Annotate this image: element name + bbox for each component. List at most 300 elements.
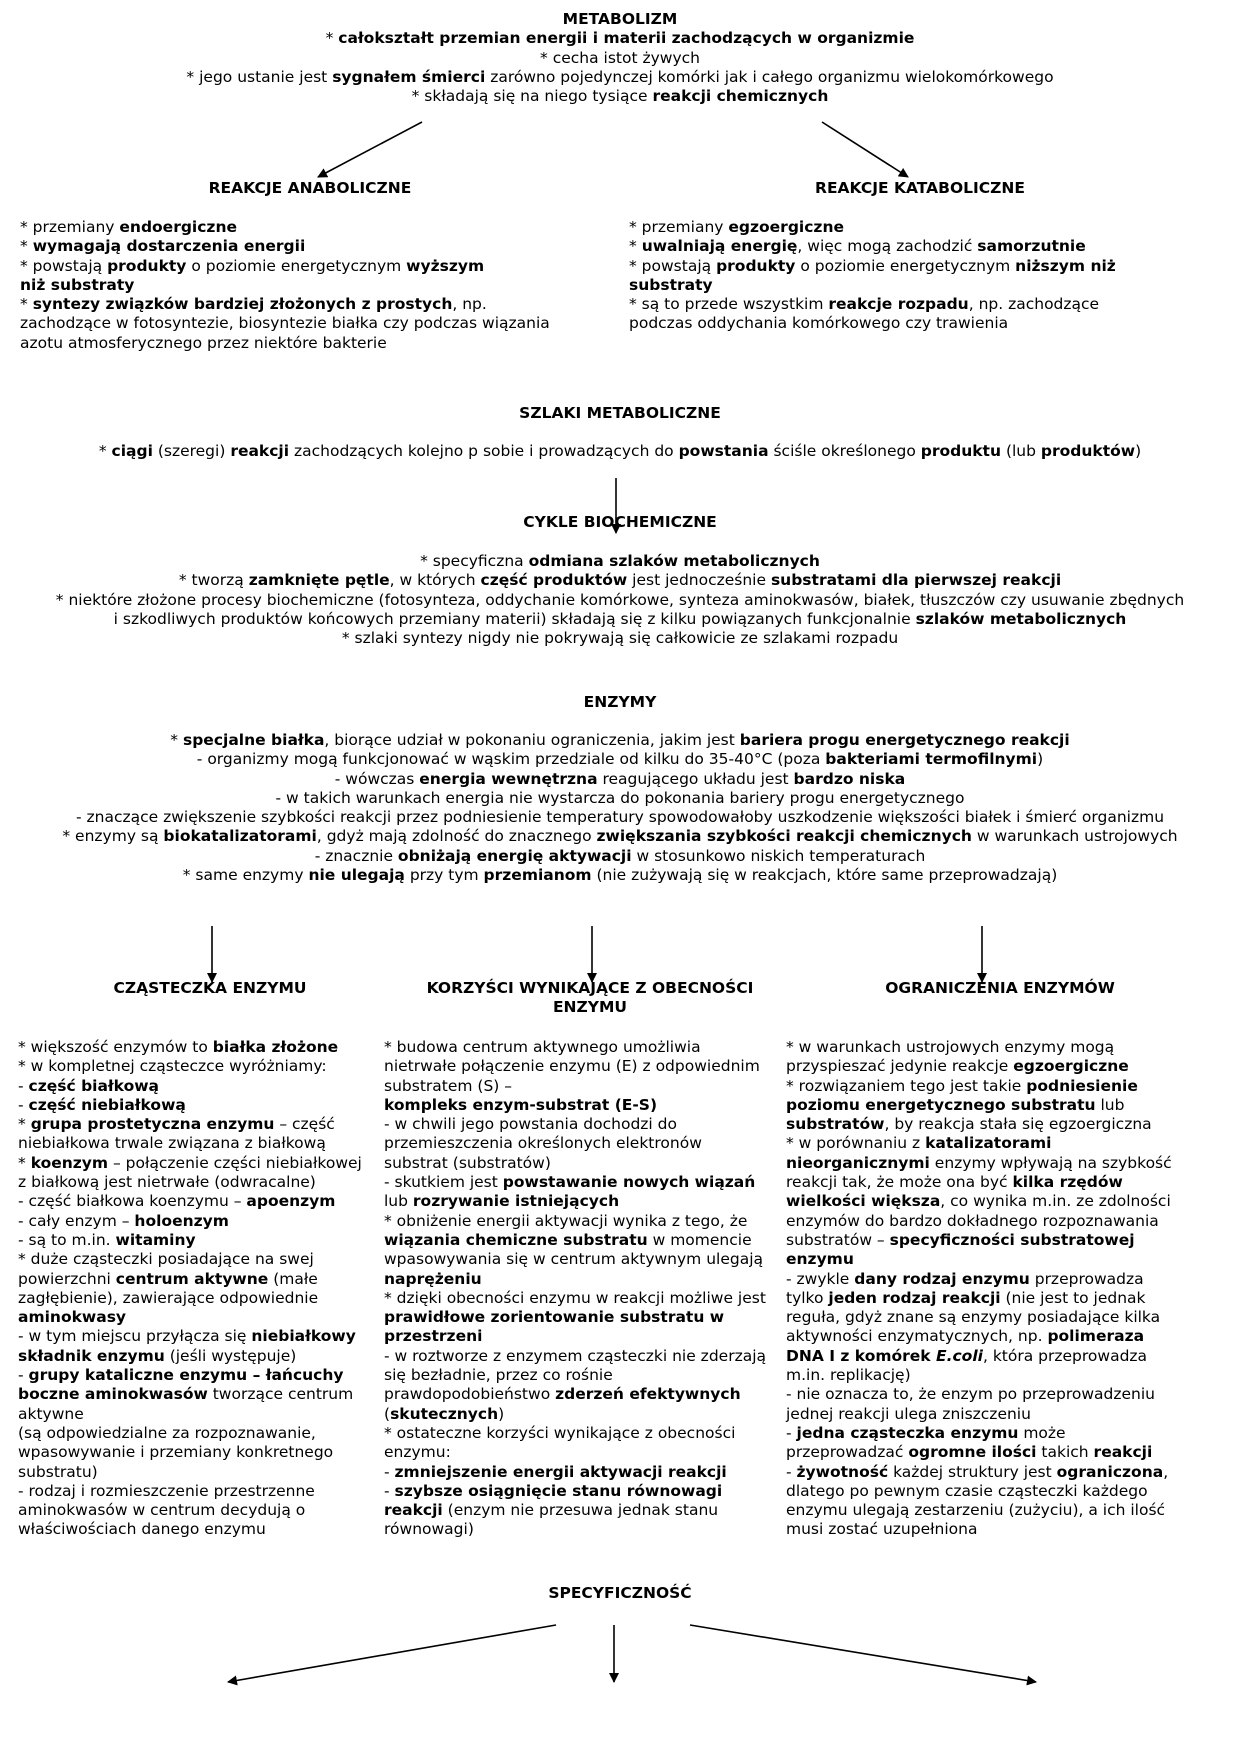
text-run: aktywności enzymatycznych, np. [786, 1327, 1048, 1346]
text-run: ) [1135, 442, 1142, 460]
korzysci-title [380, 979, 800, 1018]
text-line [18, 1463, 362, 1482]
text-run: (enzym nie przesuwa jednak stanu [442, 1501, 719, 1520]
metabolizm-lines [0, 29, 1240, 106]
bold-text: rozrywanie istniejących [412, 1192, 620, 1211]
text-line [384, 1250, 766, 1269]
text-run: , więc mogą zachodzić [797, 237, 978, 256]
bold-text: enzymu [786, 1250, 854, 1269]
korzysci-lines [384, 1038, 766, 1540]
bold-text: polimeraza [1047, 1327, 1145, 1346]
text-run: równowagi) [384, 1520, 474, 1539]
bold-text: prawidłowe zorientowanie substratu w [384, 1308, 725, 1327]
text-line [0, 789, 1240, 808]
text-run: dlatego po pewnym czasie cząsteczki każdego [786, 1481, 1148, 1500]
bold-text: reakcji [230, 442, 290, 460]
kataboliczne-lines [629, 218, 1116, 334]
text-line [18, 1424, 362, 1443]
text-line [786, 1173, 1172, 1192]
bold-text: niebiałkowy [251, 1327, 356, 1346]
text-line [384, 1270, 766, 1289]
bold-text: część białkową [28, 1076, 160, 1095]
text-run: * obniżenie energii aktywacji wynika z tego, że [384, 1211, 748, 1230]
bold-text: specyficzności substratowej [889, 1230, 1135, 1249]
text-run: o poziomie energetycznym [186, 256, 407, 275]
text-line [384, 1308, 766, 1327]
text-run: – połączenie części niebiałkowej [108, 1153, 362, 1172]
text-run: reagującego układu jest [597, 769, 794, 788]
bold-text: naprężeniu [384, 1269, 482, 1288]
cykle-lines [0, 552, 1240, 648]
text-run: enzymu ulegają zestarzeniu (zużyciu), a ich ilość [786, 1501, 1166, 1520]
text-line [786, 1520, 1172, 1539]
text-run: tylko [786, 1288, 829, 1307]
text-line [786, 1057, 1172, 1076]
text-line [18, 1327, 362, 1346]
bold-text: nieorganicznymi [786, 1153, 930, 1172]
bold-text: reakcji [384, 1501, 443, 1520]
text-run: - w takich warunkach energia nie wystarcza do pokonania bariery progu energetycznego [275, 788, 965, 807]
text-line [18, 1192, 362, 1211]
bold-text: biokatalizatorami [163, 827, 317, 846]
bold-text: powstania [678, 442, 769, 460]
text-run: w stosunkowo niskich temperaturach [631, 846, 926, 865]
text-line [0, 552, 1240, 571]
text-line [384, 1077, 766, 1096]
text-line [0, 827, 1240, 846]
text-line [786, 1096, 1172, 1115]
text-run: - w tym miejscu przyłącza się [18, 1327, 252, 1346]
text-line [384, 1212, 766, 1231]
czasteczka-title: CZĄSTECZKA ENZYMU [113, 979, 307, 997]
bold-text: DNA I z komórek [786, 1346, 937, 1365]
text-run: (szeregi) [152, 442, 231, 460]
text-run: * ostateczne korzyści wynikające z obecności [384, 1423, 736, 1442]
bold-text: zderzeń efektywnych [555, 1385, 741, 1404]
text-run: * [325, 29, 339, 48]
text-run: ( [384, 1404, 391, 1423]
text-line [18, 1231, 362, 1250]
text-line [18, 1038, 362, 1057]
text-line [0, 68, 1240, 87]
text-line [786, 1077, 1172, 1096]
text-run: * w kompletnej cząsteczce wyróżniamy: [18, 1057, 327, 1076]
bold-text: sygnałem śmierci [332, 67, 486, 86]
text-run: - w roztworze z enzymem cząsteczki nie zderzają [384, 1346, 767, 1365]
text-run: - cały enzym – [18, 1211, 135, 1230]
text-line [0, 571, 1240, 590]
text-run: reakcji tak, że może ona być [786, 1173, 1013, 1192]
text-line [629, 257, 1116, 276]
text-line [786, 1482, 1172, 1501]
bold-text: zamknięte pętle [248, 571, 390, 590]
text-line [786, 1212, 1172, 1231]
czasteczka-lines [18, 1038, 362, 1540]
text-line [18, 1270, 362, 1289]
kataboliczne-title: REAKCJE KATABOLICZNE [815, 179, 1025, 197]
text-line [786, 1289, 1172, 1308]
text-line [786, 1134, 1172, 1153]
bold-text: grupa prostetyczna enzymu [30, 1115, 275, 1134]
text-run: - [384, 1481, 395, 1500]
text-run: - [786, 1423, 797, 1442]
text-run: * składają się na niego tysiące [411, 87, 653, 106]
text-run: zachodzące w fotosyntezie, biosyntezie białka czy podczas wiązania [20, 314, 550, 333]
text-run: lub [384, 1192, 413, 1211]
szlaki-title: SZLAKI METABOLICZNE [519, 404, 721, 422]
text-line [786, 1250, 1172, 1269]
bold-text: nie ulegają [308, 866, 405, 885]
text-run: ) [498, 1404, 505, 1423]
arrow-to-anaboliczne [318, 122, 422, 177]
metabolizm-section [0, 10, 1240, 106]
text-run: * powstają [20, 256, 108, 275]
text-run: * enzymy są [62, 827, 164, 846]
text-run: jest jednocześnie [627, 571, 771, 590]
text-run: aktywne [18, 1404, 84, 1423]
specyficznosc-title: SPECYFICZNOŚĆ [548, 1584, 692, 1602]
text-run: - część białkowa koenzymu – [18, 1192, 247, 1211]
text-run: * [20, 237, 33, 256]
text-run: o poziomie energetycznym [795, 256, 1016, 275]
bold-text: aminokwasy [18, 1308, 127, 1327]
anaboliczne-lines [20, 218, 550, 353]
text-run: enzymów do bardzo dokładnego rozpoznawania [786, 1211, 1159, 1230]
bold-text: białka złożone [212, 1038, 339, 1056]
bold-text: wielkości większa [786, 1192, 941, 1211]
text-run: przy tym [404, 866, 484, 885]
text-run: enzymu: [384, 1443, 451, 1462]
text-run: - [18, 1366, 29, 1385]
text-run: – część [274, 1115, 335, 1134]
bold-text: szlaków metabolicznych [915, 609, 1127, 628]
bold-text: apoenzym [246, 1192, 336, 1211]
text-run: i szkodliwych produktów końcowych przemiany materii) składają się z kilku powiązanych funkcjonalnie [113, 609, 916, 628]
text-run: * jego ustanie jest [186, 67, 333, 86]
text-run: * [629, 237, 642, 256]
text-run: - organizmy mogą funkcjonować w wąskim przedziale od kilku do 35-40°C (poza [196, 750, 826, 769]
text-run: - w chwili jego powstania dochodzi do [384, 1115, 677, 1134]
bold-text: jeden rodzaj reakcji [828, 1288, 1001, 1307]
bold-text: szybsze osiągnięcie stanu równowagi [394, 1481, 723, 1500]
text-line [0, 610, 1240, 629]
text-run: - rodzaj i rozmieszczenie przestrzenne [18, 1481, 315, 1500]
text-run: * większość enzymów to [18, 1038, 213, 1056]
text-run: z białkową jest nietrwałe (odwracalne) [18, 1173, 316, 1192]
bold-text: koenzym [30, 1153, 109, 1172]
bold-text: reakcje rozpadu [828, 295, 969, 314]
bold-text: egzoergiczne [728, 218, 844, 236]
text-run: * są to przede wszystkim [629, 295, 829, 314]
text-run: enzymy wpływają na szybkość [929, 1153, 1172, 1172]
text-run: - znacznie [314, 846, 398, 865]
text-run: może [1018, 1423, 1066, 1442]
ograniczenia-title: OGRANICZENIA ENZYMÓW [885, 979, 1115, 997]
bold-text: część niebiałkową [28, 1095, 186, 1114]
text-run: (lub [1001, 442, 1041, 460]
text-run: * w warunkach ustrojowych enzymy mogą [786, 1038, 1115, 1056]
text-line [18, 1308, 362, 1327]
text-line [629, 276, 1116, 295]
text-run: * [20, 295, 33, 314]
text-run: - zwykle [786, 1269, 855, 1288]
text-line [384, 1057, 766, 1076]
text-line [384, 1424, 766, 1443]
text-run: wpasowywania się w centrum aktywnym ulegają [384, 1250, 764, 1269]
text-line [0, 808, 1240, 827]
text-line [0, 87, 1240, 106]
enzymy-title: ENZYMY [583, 693, 657, 711]
text-run: , np. zachodzące [968, 295, 1100, 314]
text-line [786, 1270, 1172, 1289]
text-line [384, 1501, 766, 1520]
text-line [384, 1154, 766, 1173]
text-line [786, 1115, 1172, 1134]
bold-text: skutecznych [390, 1404, 499, 1423]
text-run: - nie oznacza to, że enzym po przeprowadzeniu [786, 1385, 1155, 1404]
text-line [384, 1096, 766, 1115]
text-line [0, 29, 1240, 48]
text-run: azotu atmosferycznego przez niektóre bakterie [20, 333, 387, 352]
text-run: - wówczas [334, 769, 420, 788]
bold-text: zmniejszenie energii aktywacji reakcji [394, 1462, 727, 1481]
bold-text: przestrzeni [384, 1327, 483, 1346]
text-line [20, 257, 550, 276]
text-run: , np. [452, 295, 487, 314]
text-run: lub [1095, 1095, 1125, 1114]
text-run: * niektóre złożone procesy biochemiczne (fotosynteza, oddychanie komórkowe, synteza aminokwasów, białek, tłuszczów czy usuwanie zbędnych [55, 590, 1185, 609]
text-run: w warunkach ustrojowych [971, 827, 1178, 846]
text-line [0, 442, 1240, 461]
text-line [18, 1115, 362, 1134]
text-run: * [170, 731, 183, 749]
text-line [786, 1424, 1172, 1443]
anaboliczne-title: REAKCJE ANABOLICZNE [208, 179, 412, 197]
text-run: reguła, gdyż znane są enzymy posiadające kilka [786, 1308, 1161, 1327]
text-line [786, 1327, 1172, 1346]
korzysci-title-line2: ENZYMU [552, 998, 628, 1017]
bold-text: obniżają energię aktywacji [397, 846, 632, 865]
text-run: * budowa centrum aktywnego umożliwia [384, 1038, 701, 1056]
bold-text: produkty [716, 256, 796, 275]
text-run: * specyficzna [420, 552, 529, 570]
text-run: się bezładnie, przez co rośnie [384, 1366, 613, 1385]
text-line [0, 591, 1240, 610]
bold-text: substratami dla pierwszej reakcji [770, 571, 1062, 590]
text-line [18, 1482, 362, 1501]
bold-text: holoenzym [134, 1211, 229, 1230]
text-run: nietrwałe połączenie enzymu (E) z odpowiednim [384, 1057, 760, 1076]
bold-text: grupy kataliczne enzymu – łańcuchy [28, 1366, 344, 1385]
text-run: musi zostać uzupełniona [786, 1520, 978, 1539]
bold-text: wiązania chemiczne substratu [384, 1230, 648, 1249]
text-line [384, 1173, 766, 1192]
text-line [629, 295, 1116, 314]
text-line [384, 1115, 766, 1134]
text-run: * duże cząsteczki posiadające na swej [18, 1250, 314, 1269]
bold-text: wyższym [406, 256, 485, 275]
text-line [384, 1443, 766, 1462]
text-line [786, 1308, 1172, 1327]
text-line [786, 1443, 1172, 1462]
text-run: * same enzymy [182, 866, 309, 885]
text-run: (są odpowiedzialne za rozpoznawanie, [18, 1423, 316, 1442]
bold-text: E.coli [936, 1346, 983, 1365]
text-run: przyspieszać jedynie reakcje [786, 1057, 1014, 1076]
text-run: substratów – [786, 1230, 890, 1249]
bold-text: syntezy związków bardziej złożonych z prostych [32, 295, 453, 314]
text-run: - [786, 1462, 797, 1481]
text-line [18, 1250, 362, 1269]
bold-text: uwalniają energię [641, 237, 798, 256]
text-line [18, 1134, 362, 1153]
bold-text: odmiana szlaków metabolicznych [528, 552, 820, 570]
bold-text: dany rodzaj enzymu [854, 1269, 1030, 1288]
bold-text: bariera progu energetycznego reakcji [739, 731, 1070, 749]
text-line [384, 1192, 766, 1211]
text-run: zarówno pojedynczej komórki jak i całego organizmu wielokomórkowego [485, 67, 1054, 86]
text-line [384, 1289, 766, 1308]
text-line [0, 847, 1240, 866]
bold-text: zwiększania szybkości reakcji chemicznych [596, 827, 972, 846]
text-run: , gdyż mają zdolność do znacznego [316, 827, 597, 846]
text-line [786, 1192, 1172, 1211]
text-line [384, 1134, 766, 1153]
text-line [0, 866, 1240, 885]
text-line [20, 314, 550, 333]
text-line [0, 770, 1240, 789]
text-run: * [18, 1153, 31, 1172]
bold-text: energia wewnętrzna [419, 769, 598, 788]
text-run: powierzchni [18, 1269, 116, 1288]
text-run: podczas oddychania komórkowego czy trawienia [629, 314, 1009, 333]
bold-text: wymagają dostarczenia energii [32, 237, 306, 256]
text-line [384, 1231, 766, 1250]
bold-text: specjalne białka [182, 731, 325, 749]
text-run: zachodzących kolejno p sobie i prowadzących do [289, 442, 679, 460]
text-line [786, 1463, 1172, 1482]
cykle-title: CYKLE BIOCHEMICZNE [523, 513, 717, 531]
text-line [18, 1057, 362, 1076]
metabolizm-title: METABOLIZM [562, 10, 678, 28]
text-line [20, 334, 550, 353]
text-run: każdej struktury jest [888, 1462, 1057, 1481]
bold-text: produkty [107, 256, 187, 275]
enzymy-lines [0, 731, 1240, 885]
text-run: - [384, 1462, 395, 1481]
text-run: przeprowadza [1029, 1269, 1144, 1288]
bold-text: katalizatorami [925, 1134, 1052, 1153]
bold-text: przemianom [483, 866, 592, 885]
bold-text: produktu [920, 442, 1002, 460]
bold-text: niż substraty [20, 275, 135, 294]
bold-text: ciągi [111, 442, 153, 460]
bold-text: ogromne ilości [908, 1443, 1037, 1462]
bold-text: substraty [629, 275, 713, 294]
text-run: takich [1036, 1443, 1094, 1462]
text-line [786, 1347, 1172, 1366]
text-line [786, 1385, 1172, 1404]
text-line [786, 1405, 1172, 1424]
text-run: zagłębienie), zawierające odpowiednie [18, 1288, 319, 1307]
text-run: aminokwasów w centrum decydują o [18, 1501, 306, 1520]
text-run: - skutkiem jest [384, 1173, 503, 1192]
korzysci-title-line1: KORZYŚCI WYNIKAJĄCE Z OBECNOŚCI [426, 979, 754, 997]
bold-text: witaminy [115, 1230, 196, 1249]
text-line [18, 1501, 362, 1520]
text-run: tworzące centrum [207, 1385, 354, 1404]
text-line [20, 295, 550, 314]
text-line [629, 218, 1116, 237]
text-run: przeprowadzać [786, 1443, 909, 1462]
text-run: - są to m.in. [18, 1230, 116, 1249]
text-line [384, 1405, 766, 1424]
text-run: * rozwiązaniem tego jest takie [786, 1076, 1027, 1095]
text-run: ) [1037, 750, 1044, 769]
text-line [18, 1520, 362, 1539]
text-run: - znaczące zwiększenie szybkości reakcji przez podniesienie temperatury spowodowałoby uszkodzenie większości białek i śmierć organizmu [75, 808, 1165, 827]
text-run: (jeśli występuje) [164, 1346, 297, 1365]
bold-text: składnik enzymu [18, 1346, 165, 1365]
text-run: jednej reakcji ulega zniszczeniu [786, 1404, 1031, 1423]
text-line [18, 1212, 362, 1231]
bold-text: substratów [786, 1115, 885, 1134]
text-run: * dzięki obecności enzymu w reakcji możliwe jest [384, 1288, 766, 1307]
text-run: * w porównaniu z [786, 1134, 926, 1153]
text-run: * cecha istot żywych [540, 48, 700, 67]
text-run: - [18, 1076, 29, 1095]
text-line [629, 314, 1116, 333]
text-line [20, 237, 550, 256]
text-line [18, 1443, 362, 1462]
text-run: (małe [268, 1269, 318, 1288]
szlaki-lines [0, 442, 1240, 461]
bold-text: produktów [1040, 442, 1136, 460]
bold-text: podniesienie [1026, 1076, 1138, 1095]
text-run: niebiałkowa trwale związana z białkową [18, 1134, 326, 1153]
text-run: (nie zużywają się w reakcjach, które same przeprowadzają) [591, 866, 1058, 885]
text-line [0, 731, 1240, 750]
arrow-to-kataboliczne [822, 122, 908, 177]
text-run: właściwościach danego enzymu [18, 1520, 266, 1539]
text-run: , w których [389, 571, 481, 590]
text-run: , co wynika m.in. ze zdolności [940, 1192, 1171, 1211]
text-run: wpasowywanie i przemiany konkretnego [18, 1443, 334, 1462]
text-run: m.in. replikację) [786, 1366, 911, 1385]
text-run: * tworzą [178, 571, 249, 590]
bold-text: reakcji chemicznych [652, 87, 829, 106]
bold-text: centrum aktywne [115, 1269, 269, 1288]
text-line [384, 1520, 766, 1539]
bold-text: boczne aminokwasów [18, 1385, 208, 1404]
text-line [384, 1366, 766, 1385]
bold-text: samorzutnie [977, 237, 1086, 256]
text-run: * powstają [629, 256, 717, 275]
text-line [786, 1154, 1172, 1173]
bold-text: jedna cząsteczka enzymu [796, 1423, 1019, 1442]
text-line [786, 1038, 1172, 1057]
text-run: - [18, 1095, 29, 1114]
text-line [0, 750, 1240, 769]
text-line [384, 1347, 766, 1366]
text-line [384, 1463, 766, 1482]
text-line [18, 1405, 362, 1424]
text-run: * [18, 1115, 31, 1134]
text-run: substrat (substratów) [384, 1153, 551, 1172]
text-run: prawdopodobieństwo [384, 1385, 556, 1404]
text-run: przemieszczenia określonych elektronów [384, 1134, 702, 1153]
bold-text: endoergiczne [119, 218, 238, 236]
